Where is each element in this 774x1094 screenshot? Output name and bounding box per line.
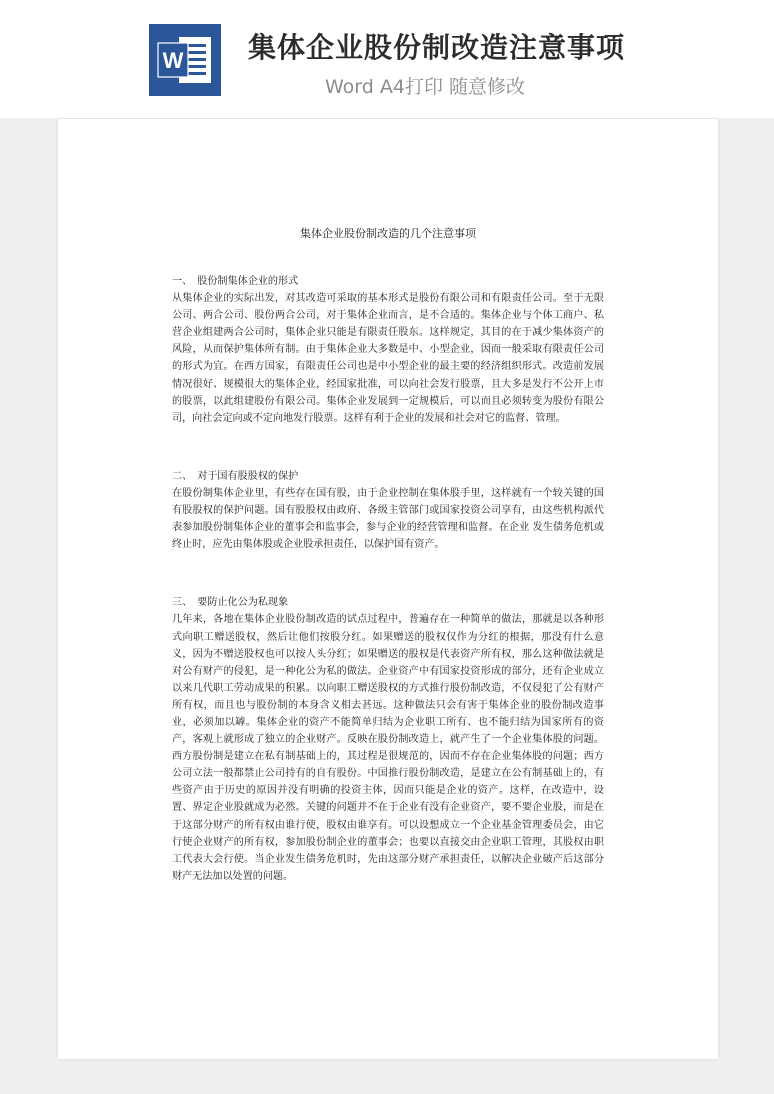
document-body	[172, 273, 604, 926]
section-heading: 一、 股份制集体企业的形式	[172, 276, 299, 287]
header-subtitle: Word A4打印 随意修改	[325, 76, 526, 98]
document-title: 集体企业股份制改造的几个注意事项	[300, 227, 476, 240]
word-logo-letter: W	[162, 48, 184, 73]
document-page	[58, 119, 718, 1059]
header-title: 集体企业股份制改造注意事项	[248, 31, 626, 64]
section-heading: 二、 对于国有股股权的保护	[172, 470, 299, 482]
section-2	[172, 468, 604, 553]
section-3	[172, 594, 604, 885]
header-banner	[0, 0, 774, 118]
section-body: 几年来，各地在集体企业股份制改造的试点过程中，普遍存在一种简单的做法，那就是以各种形式向职工赠送股权，然后让他们按股分红。如果赠送的股权仅作为分红的根据，那没有什么意义，因为不赠送股权也可以按人头分红；如果赠送的股权是代表资产所有权，那么这种做法就是对公有财产的侵犯，是一种化公为私的做法。企业资产中有国家投资形成的部分，还有企业成立以来几代职工劳动成果的积累。以向职工赠送股权的方式推行股份制改造，不仅侵犯了公有财产所有权，而且也与股份制的本身含义相去甚远。这种做法只会有害于集体企业的股份制改造事业，必须加以罅。集体企业的资产不能简单归结为企业职工所有、也不能归结为国家所有的资产，客观上就形成了独立的企业财产。反映在股份制改造上，就产生了一个企业集体股的问题。西方股份制是建立在私有制基础上的，其过程是很规范的，因而不存在企业集体股的问题；西方公司立法一般都禁止公司持有的自有股份。中国推行股份制改造，是建立在公有制基础上的，有些资产由于历史的原因并没有明确的投资主体，因而只能是企业的资产。这样，在改造中，设置、界定企业股就成为必然。关键的问题并不在于企业有没有企业资产，要不要企业股，而是在于这部分财产的所有权由谁行使，股权由谁享有。可以设想成立一个企业基金管理委员会，由它行使企业财产的所有权，参加股份制企业的董事会；也要以直接交由企业职工管理，其股权由职工代表大会行使。当企业发生债务危机时，先由这部分财产承担责任，以解决企业破产后这部分财产无法加以处置的问题。	[172, 614, 604, 882]
section-heading: 三、 要防止化公为私现象	[172, 597, 289, 609]
section-body: 从集体企业的实际出发，对其改造可采取的基本形式是股份有限公司和有限责任公司。至于无限公司、两合公司、股份两合公司，对于集体企业而言，是不合适的。集体企业与个体工商户、私营企业组建两合公司时，集体企业只能是有限责任股东。这样规定，其目的在于减少集体资产的风险，从而保护集体所有制。由于集体企业大多数是中、小型企业，因而一般采取有限责任公司的形式为宜。在西方国家，有限责任公司也是中小型企业的最主要的经济组织形式。改造前发展情况很好、规模很大的集体企业，经国家批准，可以向社会发行股票，且大多是发行不公开上市的股票，以此组建股份有限公司。集体企业发展到一定规模后，可以而且必须转变为股份有限公司，向社会定向或不定向地发行股票。这样有利于企业的发展和社会对它的监督、管理。	[172, 293, 604, 424]
section-1	[172, 273, 604, 427]
word-logo-icon	[149, 24, 221, 96]
section-body: 在股份制集体企业里，有些存在国有股，由于企业控制在集体股手里，这样就有一个较关键的国有股股权的保护问题。国有股股权由政府、各级主管部门或国家投资公司享有，由这些机构派代表参加股份制集体企业的董事会和监事会，参与企业的经营管理和监督。在企业 发生债务危机或终止时，应先由集体股或企业股承担责任，以保护国有资产。	[172, 487, 604, 551]
